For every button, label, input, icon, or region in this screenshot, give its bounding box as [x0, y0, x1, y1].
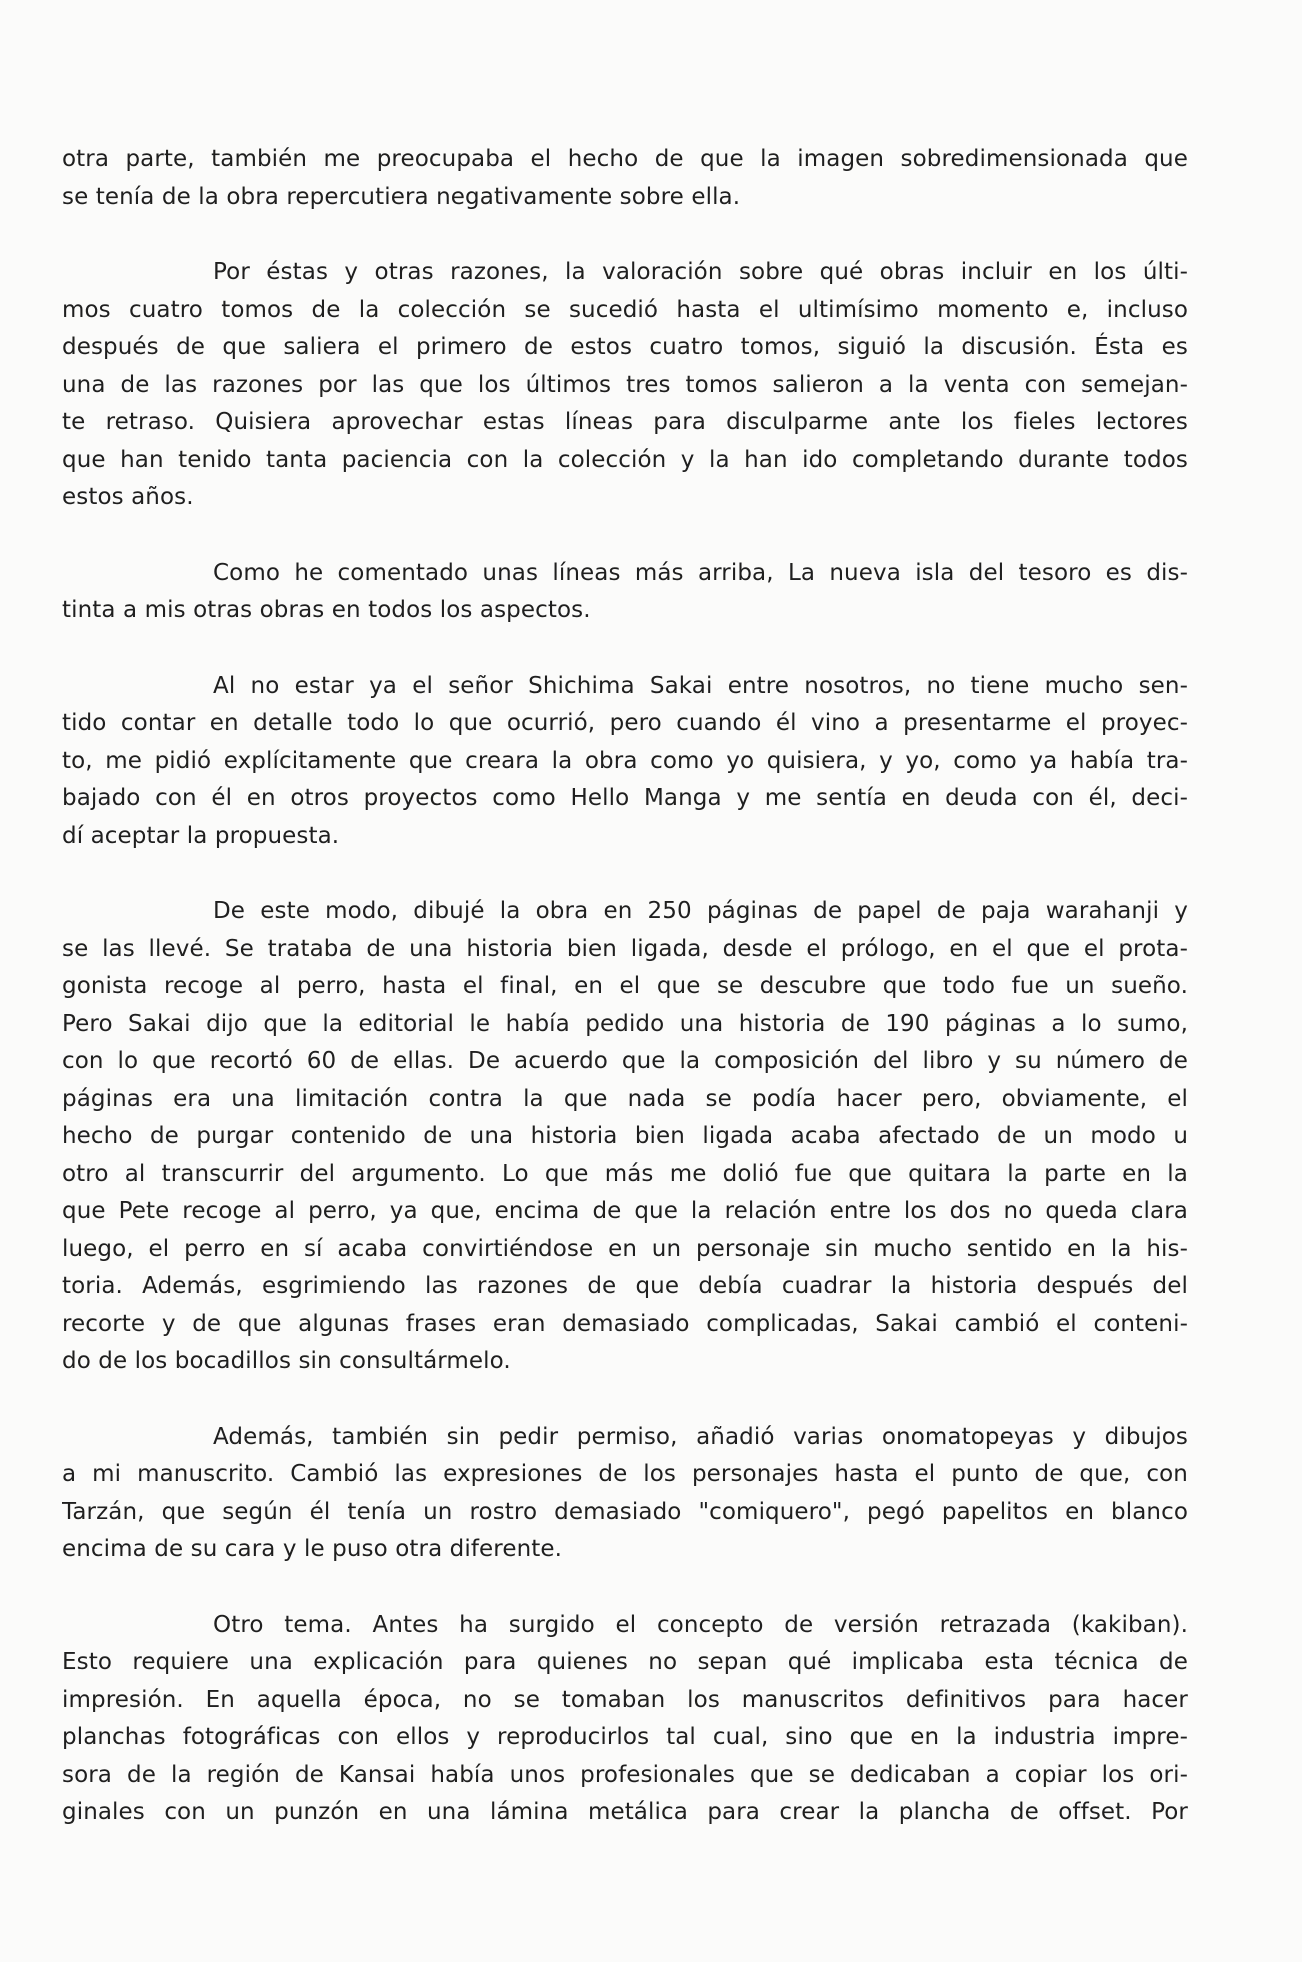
paragraph — [62, 1607, 1188, 1832]
text-line: encima de su cara y le puso otra diferente. — [62, 1536, 563, 1562]
text-line: Como he comentado unas líneas más arriba, La nueva isla del tesoro es dis- — [213, 559, 1188, 586]
text-line: otro al transcurrir del argumento. Lo que más me dolió fue que quitara la parte en la — [62, 1160, 1188, 1187]
text-line: con lo que recortó 60 de ellas. De acuerdo que la composición del libro y su número de — [62, 1048, 1188, 1074]
text-line: luego, el perro en sí acaba convirtiéndose en un personaje sin mucho sentido en la his- — [62, 1235, 1188, 1262]
text-line: mos cuatro tomos de la colección se sucedió hasta el ultimísimo momento e, incluso — [62, 296, 1188, 323]
text-line: tinta a mis otras obras en todos los aspectos. — [62, 597, 591, 623]
text-line: páginas era una limitación contra la que nada se podía hacer pero, obviamente, el — [62, 1085, 1188, 1112]
text-line: do de los bocadillos sin consultármelo. — [62, 1348, 511, 1374]
text-line: después de que saliera el primero de estos cuatro tomos, siguió la discusión. Ésta es — [62, 334, 1188, 360]
text-line: toria. Además, esgrimiendo las razones de que debía cuadrar la historia después del — [62, 1273, 1188, 1299]
text-line: impresión. En aquella época, no se tomaban los manuscritos definitivos para hacer — [62, 1686, 1188, 1713]
text-line: gonista recoge al perro, hasta el final, en el que se descubre que todo fue un sueño. — [62, 973, 1188, 999]
paragraph — [62, 254, 1188, 517]
text-line: dí aceptar la propuesta. — [62, 822, 340, 849]
paragraph — [62, 893, 1188, 1381]
text-line: ginales con un punzón en una lámina metálica para crear la plancha de offset. Por — [62, 1799, 1188, 1825]
paragraph — [62, 141, 1188, 216]
text-line: planchas fotográficas con ellos y reproducirlos tal cual, sino que en la industria impre- — [62, 1724, 1188, 1750]
text-line: Por éstas y otras razones, la valoración sobre qué obras incluir en los últi- — [213, 259, 1188, 285]
paragraph — [62, 1419, 1188, 1569]
text-line: Esto requiere una explicación para quienes no sepan qué implicaba esta técnica de — [62, 1649, 1188, 1675]
text-line: Pero Sakai dijo que la editorial le había pedido una historia de 190 páginas a lo sumo, — [62, 1010, 1188, 1037]
text-line: De este modo, dibujé la obra en 250 páginas de papel de paja warahanji y — [213, 898, 1188, 924]
text-line: tido contar en detalle todo lo que ocurrió, pero cuando él vino a presentarme el proyec- — [62, 710, 1188, 736]
text-line: te retraso. Quisiera aprovechar estas líneas para disculparme ante los fieles lectores — [62, 409, 1188, 435]
body-text — [62, 141, 1188, 1870]
text-line: se las llevé. Se trataba de una historia bien ligada, desde el prólogo, en el que el prota- — [62, 935, 1188, 962]
text-line: hecho de purgar contenido de una historia bien ligada acaba afectado de un modo u — [62, 1123, 1188, 1149]
paragraph — [62, 555, 1188, 630]
text-line: estos años. — [62, 484, 194, 510]
text-line: Además, también sin pedir permiso, añadió varias onomatopeyas y dibujos — [213, 1423, 1188, 1450]
text-line: que han tenido tanta paciencia con la colección y la han ido completando durante todos — [62, 446, 1188, 473]
paragraph — [62, 668, 1188, 856]
text-line: Otro tema. Antes ha surgido el concepto de versión retrazada (kakiban). — [213, 1611, 1188, 1638]
text-line: Tarzán, que según él tenía un rostro demasiado "comiquero", pegó papelitos en blanco — [62, 1498, 1188, 1525]
text-line: Al no estar ya el señor Shichima Sakai entre nosotros, no tiene mucho sen- — [213, 672, 1188, 699]
text-line: que Pete recoge al perro, ya que, encima de que la relación entre los dos no queda clara — [62, 1198, 1188, 1224]
text-line: to, me pidió explícitamente que creara la obra como yo quisiera, y yo, como ya había tra- — [62, 747, 1188, 774]
text-line: recorte y de que algunas frases eran demasiado complicadas, Sakai cambió el conteni- — [62, 1310, 1188, 1337]
text-line: bajado con él en otros proyectos como Hello Manga y me sentía en deuda con él, deci- — [62, 785, 1188, 811]
text-line: se tenía de la obra repercutiera negativamente sobre ella. — [62, 183, 741, 210]
text-line: una de las razones por las que los últimos tres tomos salieron a la venta con semejan- — [62, 371, 1188, 398]
text-line: a mi manuscrito. Cambió las expresiones de los personajes hasta el punto de que, con — [62, 1461, 1188, 1487]
text-line: otra parte, también me preocupaba el hecho de que la imagen sobredimensionada que — [62, 146, 1188, 172]
text-line: sora de la región de Kansai había unos profesionales que se dedicaban a copiar los ori- — [62, 1761, 1188, 1788]
